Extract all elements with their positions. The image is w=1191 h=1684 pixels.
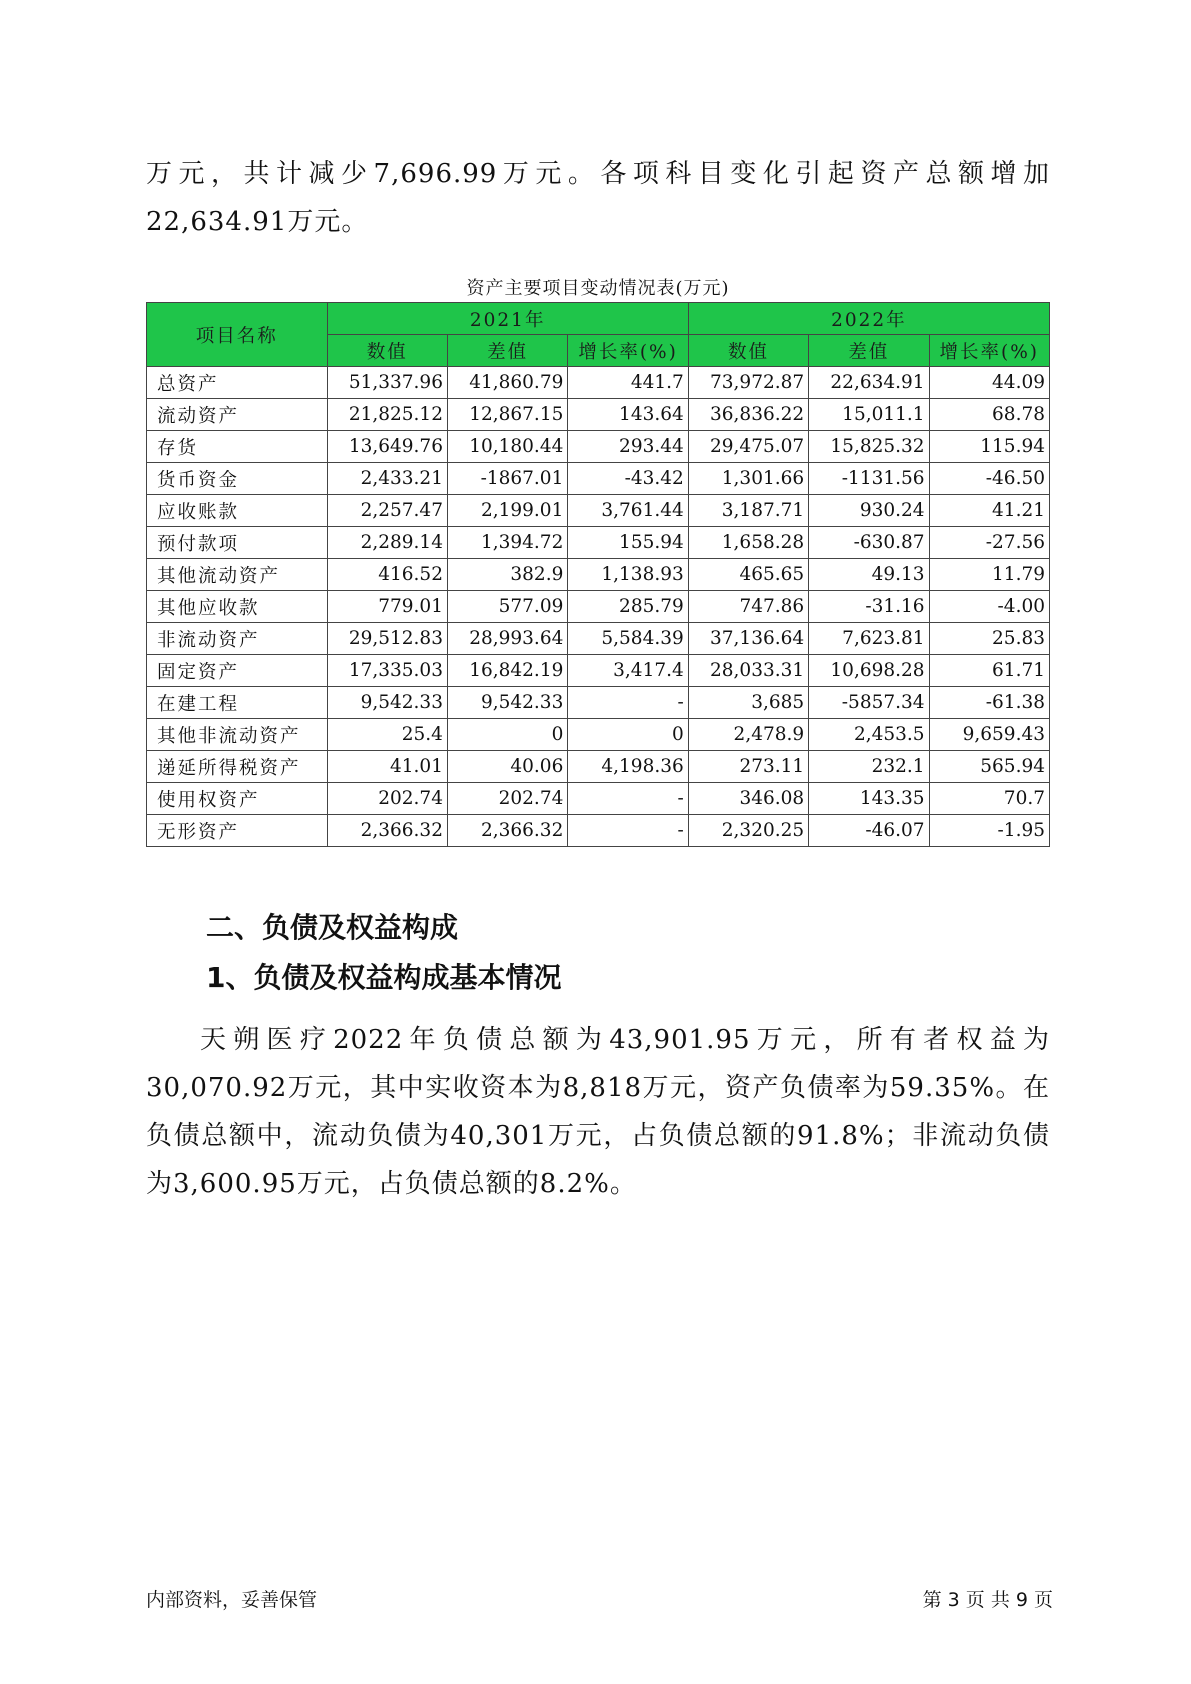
row-label: 在建工程 [147,687,328,719]
row-label: 总资产 [147,367,328,399]
table-cell: 28,993.64 [447,623,567,655]
table-cell: 9,542.33 [447,687,567,719]
asset-change-table [146,302,1050,847]
table-cell: 41.21 [929,495,1049,527]
row-label: 应收账款 [147,495,328,527]
row-label: 递延所得税资产 [147,751,328,783]
row-label: 固定资产 [147,655,328,687]
header-year-2022: 2022年 [688,303,1049,335]
table-cell: 930.24 [809,495,929,527]
table-cell: 36,836.22 [688,399,808,431]
table-row [147,815,1050,847]
table-cell: 1,138.93 [568,559,688,591]
table-cell: 346.08 [688,783,808,815]
table-cell: 285.79 [568,591,688,623]
table-cell: 441.7 [568,367,688,399]
table-row [147,783,1050,815]
subsection-heading: 1、负债及权益构成基本情况 [206,961,562,994]
table-cell: 2,453.5 [809,719,929,751]
header-value-2021: 数值 [327,335,447,367]
table-cell: 382.9 [447,559,567,591]
table-cell: 10,698.28 [809,655,929,687]
row-label: 存货 [147,431,328,463]
table-row [147,623,1050,655]
table-cell: 29,475.07 [688,431,808,463]
header-growth-2021: 增长率(%) [568,335,688,367]
section-heading: 二、负债及权益构成 [206,911,459,944]
table-cell: 1,394.72 [447,527,567,559]
liabilities-paragraph: 天朔医疗2022年负债总额为43,901.95万元，所有者权益为30,070.92万元，其中实收资本为8,818万元，资产负债率为59.35%。在负债总额中，流动负债为40,301万元，占负债总额的91.8%；非流动负债为3,600.95万元，占负债总额的8.2%。 [146,1025,1050,1199]
table-row [147,687,1050,719]
table-cell: 7,623.81 [809,623,929,655]
table-cell: -1.95 [929,815,1049,847]
table-cell: -4.00 [929,591,1049,623]
table-cell: 2,433.21 [327,463,447,495]
table-cell: 68.78 [929,399,1049,431]
table-cell: -31.16 [809,591,929,623]
header-growth-2022: 增长率(%) [929,335,1049,367]
table-cell: 2,257.47 [327,495,447,527]
table-cell: 51,337.96 [327,367,447,399]
table-cell: 2,289.14 [327,527,447,559]
table-cell: - [568,815,688,847]
table-row [147,591,1050,623]
table-cell: 143.35 [809,783,929,815]
table-cell: -61.38 [929,687,1049,719]
table-cell: 1,658.28 [688,527,808,559]
table-cell: 41.01 [327,751,447,783]
table-cell: 15,011.1 [809,399,929,431]
table-cell: 73,972.87 [688,367,808,399]
table-cell: 747.86 [688,591,808,623]
table-cell: 2,478.9 [688,719,808,751]
table-cell: 25.4 [327,719,447,751]
table-cell: 28,033.31 [688,655,808,687]
table-cell: 1,301.66 [688,463,808,495]
table-cell: 10,180.44 [447,431,567,463]
table-cell: 2,366.32 [447,815,567,847]
table-cell: 3,187.71 [688,495,808,527]
table-cell: -43.42 [568,463,688,495]
row-label: 流动资产 [147,399,328,431]
table-row [147,495,1050,527]
row-label: 无形资产 [147,815,328,847]
table-cell: 9,659.43 [929,719,1049,751]
table-cell: 25.83 [929,623,1049,655]
footer-confidential-note: 内部资料，妥善保管 [146,1589,318,1611]
table-cell: 202.74 [327,783,447,815]
footer-page-number: 第 3 页 共 9 页 [922,1589,1053,1611]
table-cell: 41,860.79 [447,367,567,399]
table-row [147,655,1050,687]
table-cell: 416.52 [327,559,447,591]
row-label: 货币资金 [147,463,328,495]
row-label: 其他非流动资产 [147,719,328,751]
table-cell: 5,584.39 [568,623,688,655]
table-cell: -46.07 [809,815,929,847]
table-cell: 0 [568,719,688,751]
table-cell: 9,542.33 [327,687,447,719]
table-cell: -1131.56 [809,463,929,495]
table-cell: 577.09 [447,591,567,623]
row-label: 非流动资产 [147,623,328,655]
table-cell: 12,867.15 [447,399,567,431]
table-cell: 3,417.4 [568,655,688,687]
intro-paragraph: 万元，共计减少7,696.99万元。各项科目变化引起资产总额增加22,634.91万元。 [146,159,1050,237]
table-cell: -5857.34 [809,687,929,719]
table-cell: 16,842.19 [447,655,567,687]
table-cell: 13,649.76 [327,431,447,463]
table-cell: 15,825.32 [809,431,929,463]
table-cell: 3,685 [688,687,808,719]
table-cell: 49.13 [809,559,929,591]
table-cell: 29,512.83 [327,623,447,655]
table-cell: 293.44 [568,431,688,463]
header-value-2022: 数值 [688,335,808,367]
table-cell: 61.71 [929,655,1049,687]
table-cell: 779.01 [327,591,447,623]
table-cell: 21,825.12 [327,399,447,431]
table-row [147,399,1050,431]
table-cell: 40.06 [447,751,567,783]
header-item-name: 项目名称 [147,303,328,367]
table-cell: 2,199.01 [447,495,567,527]
table-row [147,367,1050,399]
table-caption: 资产主要项目变动情况表(万元) [466,278,730,299]
table-cell: 70.7 [929,783,1049,815]
table-cell: 115.94 [929,431,1049,463]
table-body [147,367,1050,847]
table-cell: 232.1 [809,751,929,783]
table-row [147,527,1050,559]
table-cell: 2,320.25 [688,815,808,847]
table-cell: 155.94 [568,527,688,559]
table-cell: 4,198.36 [568,751,688,783]
table-cell: 273.11 [688,751,808,783]
table-cell: - [568,687,688,719]
table-cell: - [568,783,688,815]
row-label: 其他应收款 [147,591,328,623]
table-row [147,559,1050,591]
table-cell: 2,366.32 [327,815,447,847]
table-row [147,463,1050,495]
table-cell: 17,335.03 [327,655,447,687]
table-cell: 44.09 [929,367,1049,399]
table-cell: 22,634.91 [809,367,929,399]
header-diff-2022: 差值 [809,335,929,367]
table-cell: 0 [447,719,567,751]
table-cell: 202.74 [447,783,567,815]
table-cell: -1867.01 [447,463,567,495]
table-cell: 565.94 [929,751,1049,783]
table-row [147,719,1050,751]
table-row [147,431,1050,463]
row-label: 其他流动资产 [147,559,328,591]
table-cell: 11.79 [929,559,1049,591]
table-cell: -46.50 [929,463,1049,495]
header-diff-2021: 差值 [447,335,567,367]
table-cell: 3,761.44 [568,495,688,527]
header-year-2021: 2021年 [327,303,688,335]
table-cell: -27.56 [929,527,1049,559]
table-cell: 143.64 [568,399,688,431]
row-label: 预付款项 [147,527,328,559]
row-label: 使用权资产 [147,783,328,815]
table-row [147,751,1050,783]
table-cell: 465.65 [688,559,808,591]
table-cell: 37,136.64 [688,623,808,655]
table-cell: -630.87 [809,527,929,559]
